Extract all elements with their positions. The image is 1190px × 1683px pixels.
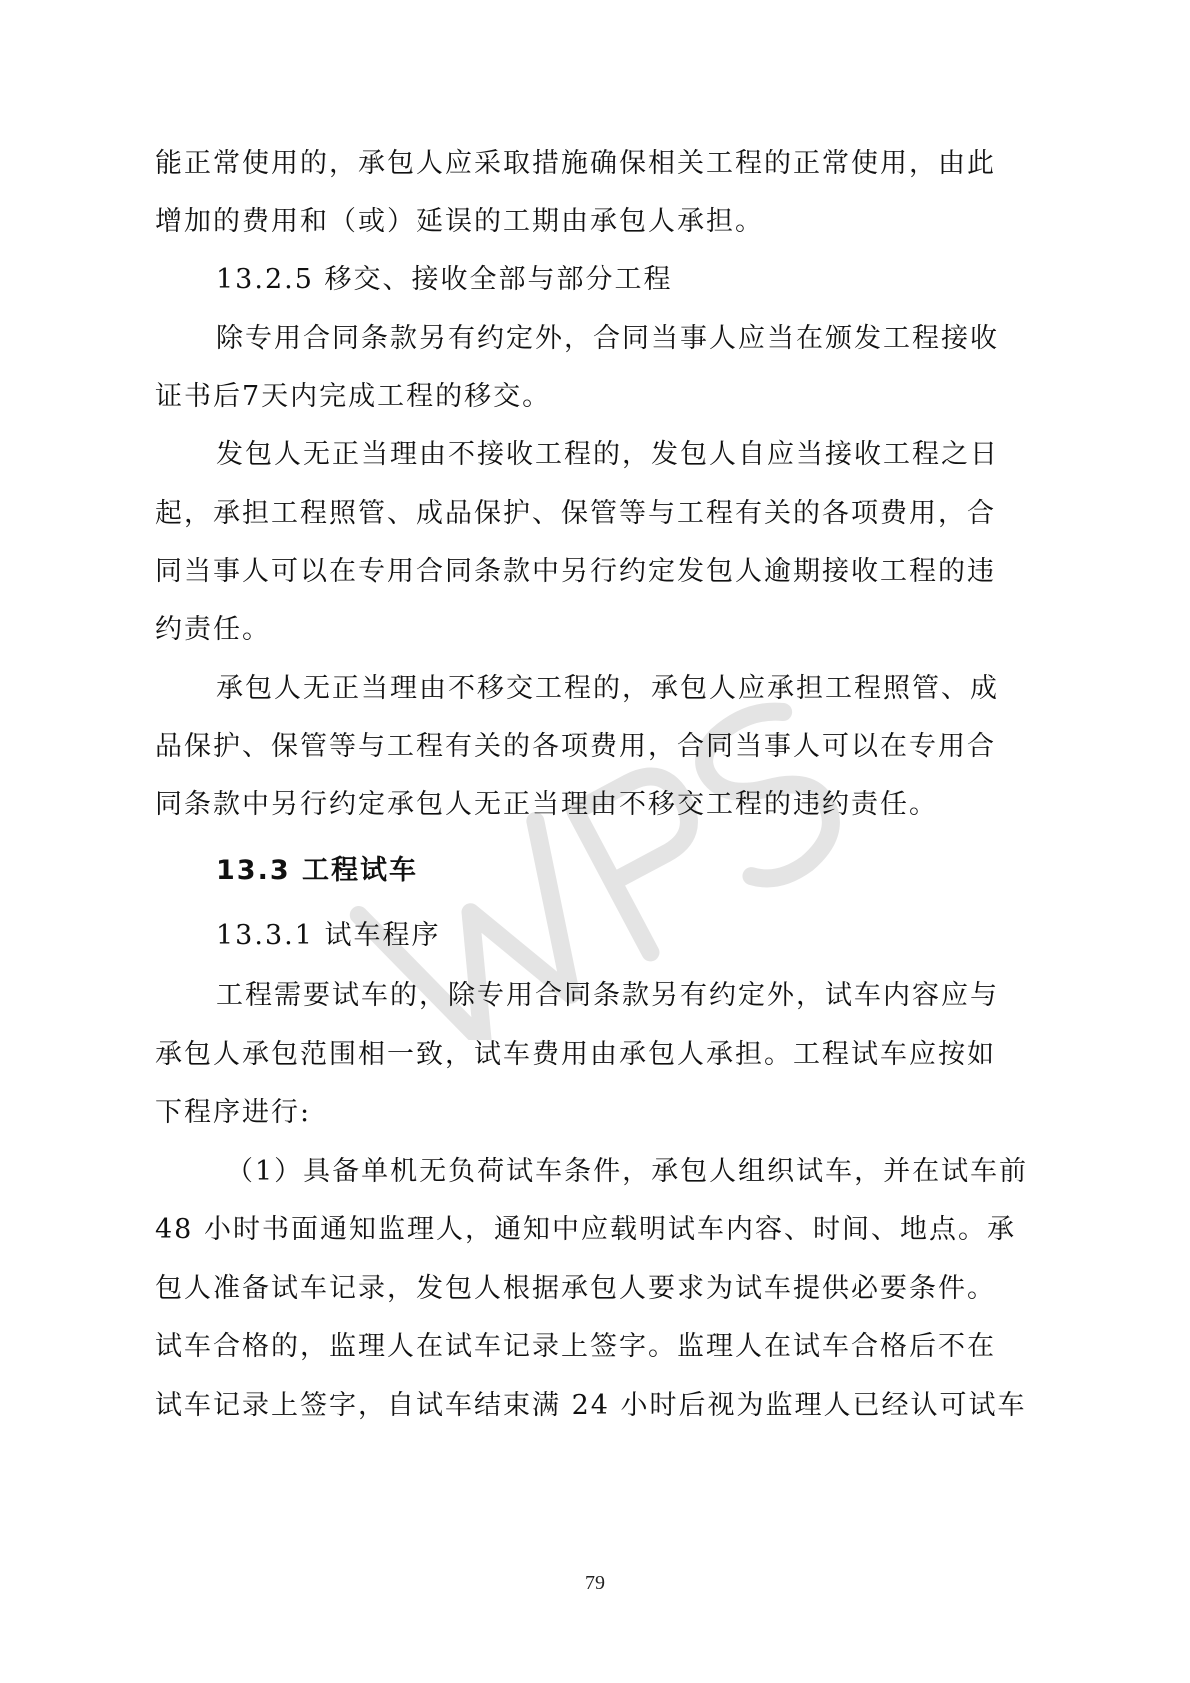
body-line-12: 同条款中另行约定承包人无正当理由不移交工程的违约责任。 — [155, 789, 938, 820]
page-number: 79 — [585, 1572, 605, 1594]
body-line-21: 试车合格的，监理人在试车记录上签字。监理人在试车合格后不在 — [155, 1331, 996, 1362]
body-line-22: 试车记录上签字，自试车结束满 24 小时后视为监理人已经认可试车 — [155, 1390, 1027, 1421]
section-heading-13-3: 13.3 工程试车 — [216, 855, 419, 886]
body-line-8: 同当事人可以在专用合同条款中另行约定发包人逾期接收工程的违 — [155, 556, 996, 587]
body-line-18: （1）具备单机无负荷试车条件，承包人组织试车，并在试车前 — [226, 1156, 1029, 1187]
body-line-20: 包人准备试车记录，发包人根据承包人要求为试车提供必要条件。 — [155, 1273, 996, 1304]
body-line-11: 品保护、保管等与工程有关的各项费用，合同当事人可以在专用合 — [155, 731, 996, 762]
body-line-19: 48 小时书面通知监理人，通知中应载明试车内容、时间、地点。承 — [155, 1214, 1016, 1245]
body-line-6: 发包人无正当理由不接收工程的，发包人自应当接收工程之日 — [216, 439, 999, 470]
section-heading-13-2-5: 13.2.5 移交、接收全部与部分工程 — [216, 264, 673, 295]
section-heading-13-3-1: 13.3.1 试车程序 — [216, 920, 441, 951]
body-line-1: 能正常使用的，承包人应采取措施确保相关工程的正常使用，由此 — [155, 148, 996, 179]
body-line-4: 除专用合同条款另有约定外，合同当事人应当在颁发工程接收 — [216, 323, 999, 354]
body-line-10: 承包人无正当理由不移交工程的，承包人应承担工程照管、成 — [216, 673, 999, 704]
body-line-2: 增加的费用和（或）延误的工期由承包人承担。 — [155, 206, 764, 237]
body-line-15: 工程需要试车的，除专用合同条款另有约定外，试车内容应与 — [216, 980, 999, 1011]
body-line-9: 约责任。 — [155, 614, 271, 645]
body-line-17: 下程序进行: — [155, 1097, 312, 1128]
body-line-5: 证书后7天内完成工程的移交。 — [155, 381, 552, 412]
body-line-7: 起，承担工程照管、成品保护、保管等与工程有关的各项费用，合 — [155, 498, 996, 529]
body-line-16: 承包人承包范围相一致，试车费用由承包人承担。工程试车应按如 — [155, 1039, 996, 1070]
